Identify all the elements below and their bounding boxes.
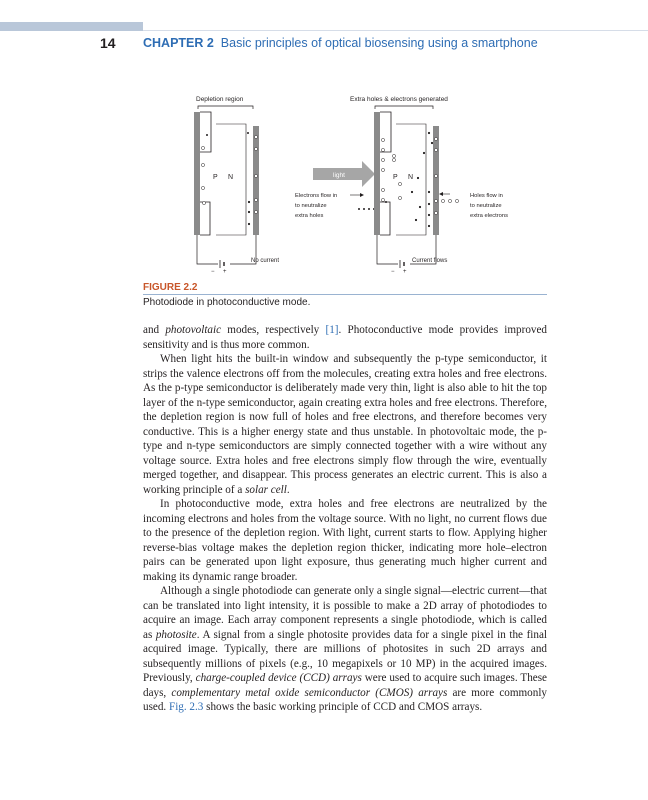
- p4-italic-2: charge-coupled device (CCD) arrays: [195, 672, 362, 684]
- light-label: light: [333, 172, 345, 179]
- header-accent-bar: [0, 22, 143, 31]
- p4-italic-3: complementary metal oxide semiconductor (CMOS) arrays: [171, 686, 448, 699]
- paragraph-3: In photoconductive mode, extra holes and free electrons are neutralized by the incoming electrons and holes from the voltage source. With no light, no current flows due to the presence of the depletion region. With light, current starts to flow. Applying higher reverse-bias voltage makes the depletion region thicker, indicating more hole–electron pairs can be generated upon light exposure, thus generating much higher current and making its dynamic range broader.: [143, 498, 547, 583]
- p2-text-b: .: [286, 483, 290, 496]
- p2-italic: solar cell: [245, 483, 287, 496]
- left-bottom-label: No current: [251, 258, 280, 264]
- right-p-region: [380, 202, 390, 235]
- right-battery-minus: −: [391, 269, 395, 275]
- left-p-label: P: [213, 174, 218, 181]
- p4-text-d: are more commonly used.: [143, 686, 547, 713]
- page-number: 14: [100, 35, 116, 51]
- left-wire-left: [197, 235, 218, 264]
- right-p-label: P: [393, 174, 398, 181]
- p1-text-c: modes, respectively: [221, 324, 326, 336]
- right-battery-plus: +: [403, 269, 407, 275]
- p4-text-b: . A signal from a single photosite provides data for a single pixel in the final acquired image. Typically, there are millions of photosites in such 2D arrays and subsequently millions of pixels (e.g., 10 megapixels or 10 MP) in the acquired images. Previously,: [143, 628, 547, 684]
- photodiode-figure: [150, 88, 509, 280]
- chapter-label: CHAPTER 2: [143, 36, 214, 50]
- header-rule: [143, 30, 648, 31]
- p4-text-e: shows the basic working principle of CCD and CMOS arrays.: [203, 701, 483, 713]
- holes-note-arrowhead: [439, 192, 443, 196]
- right-wire-left: [377, 235, 398, 264]
- incoming-electrons: [358, 208, 375, 210]
- right-n-label: N: [408, 174, 414, 181]
- electrons-note-line-3: extra holes: [295, 213, 324, 219]
- p1-text-a: and: [143, 324, 166, 336]
- p2-text-a: When light hits the built-in window and subsequently the p-type semiconductor, it strips the valence electrons off from the molecules, creating extra holes and free electrons. As the p-type semiconductor is deliberately made very thin, light is also able to hit the top layer of the n-type semiconductor, again creating extra holes and free electrons. Therefore, the depletion region is now full of holes and free electrons, and therefore becomes very conductive. This is a higher energy state and thus unstable. In photovoltaic mode, the p-type and n-type semiconductors are simply connected together with a wire without any voltage source. Extra holes and free electrons simply flow through the wire, eventually merged together, and disappear. This process generates an electric current. This is also a working principle of a: [143, 353, 547, 496]
- reference-link-1[interactable]: [1]: [325, 324, 339, 336]
- paragraph-4: [143, 584, 547, 715]
- p4-text-a: Although a single photodiode can generate only a single signal—electric current—that can be translated into light intensity, it is possible to make a 2D array of photodiodes to acquire an image. Each array component represents a single photodiode, which is called as: [143, 585, 547, 641]
- left-battery-plus: +: [223, 269, 227, 275]
- p1-text-d: . Photoconductive mode provides improved sensitivity and is thus more common.: [143, 324, 547, 351]
- right-top-label: Extra holes & electrons generated: [350, 96, 448, 103]
- left-top-label: Depletion region: [196, 96, 244, 103]
- left-n-electrode: [253, 126, 259, 235]
- running-head: [143, 36, 538, 50]
- electrons-note-line-2: to neutralize: [295, 203, 327, 209]
- electrons-note-arrowhead: [360, 193, 364, 197]
- holes-note: [439, 192, 508, 219]
- body-text: [143, 323, 547, 715]
- right-photodiode-diagram: [350, 96, 459, 275]
- left-p-electrode: [194, 112, 200, 235]
- chapter-title: Basic principles of optical biosensing using a smartphone: [220, 36, 538, 50]
- figure-caption: Photodiode in photoconductive mode.: [143, 297, 311, 308]
- left-battery-minus: −: [211, 269, 215, 275]
- right-bottom-label: Current flows: [412, 258, 448, 264]
- paragraph-1: [143, 323, 547, 352]
- p4-italic-1: photosite: [155, 628, 197, 641]
- figure-caption-rule: [143, 294, 547, 295]
- p4-text-c: were used to acquire such images. These days,: [143, 672, 547, 699]
- left-window: [200, 112, 211, 152]
- right-p-electrode: [374, 112, 380, 235]
- paragraph-2: [143, 352, 547, 497]
- figure-label: FIGURE 2.2: [143, 282, 198, 293]
- left-n-label: N: [228, 174, 234, 181]
- light-arrow: [313, 161, 375, 187]
- right-n-electrode: [433, 126, 439, 235]
- left-photodiode-diagram: [194, 96, 279, 275]
- figure-link-2-3[interactable]: Fig. 2.3: [169, 701, 204, 713]
- holes-note-line-3: extra electrons: [470, 213, 509, 219]
- holes-note-line-1: Holes flow in: [470, 193, 503, 199]
- electrons-note-line-1: Electrons flow in: [295, 193, 338, 199]
- right-window: [380, 112, 391, 152]
- left-depletion-bracket: [198, 106, 253, 109]
- left-p-region: [200, 202, 210, 235]
- holes-note-line-2: to neutralize: [470, 203, 502, 209]
- electrons-note: [295, 193, 375, 219]
- p1-italic: photovoltaic: [165, 324, 222, 336]
- right-bracket: [375, 106, 433, 109]
